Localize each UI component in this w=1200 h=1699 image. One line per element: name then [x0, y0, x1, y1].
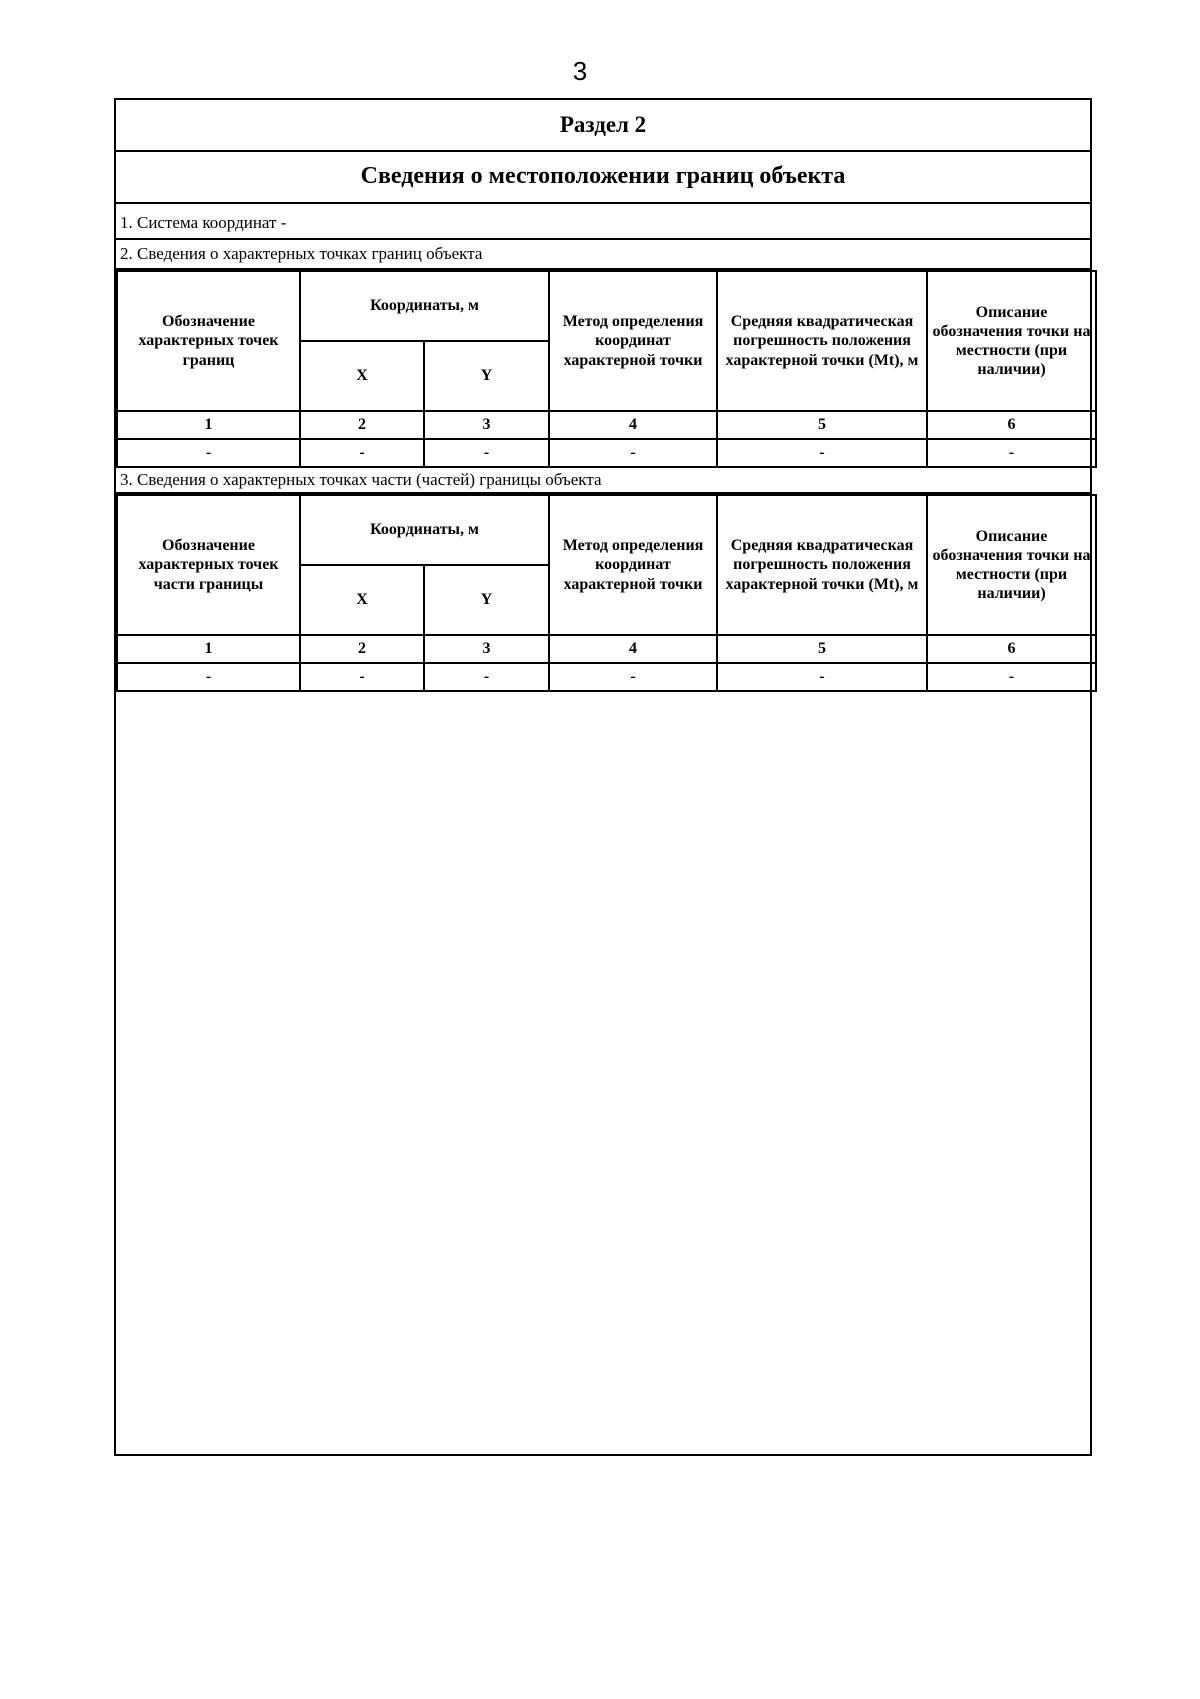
table1-number: 4	[549, 411, 717, 439]
page-number: 3	[572, 56, 588, 86]
table1-col-description: Описание обозначения точки на местности (при наличии)	[927, 271, 1096, 411]
section-title: Раздел 2	[116, 100, 1090, 152]
table1-cell: -	[717, 439, 927, 467]
table2-cell: -	[549, 663, 717, 691]
table1-row	[117, 439, 1096, 467]
table1-cell: -	[424, 439, 549, 467]
table1-caption: 2. Сведения о характерных точках границ объекта	[116, 240, 1090, 270]
table2-number: 6	[927, 635, 1096, 663]
table2-cell: -	[424, 663, 549, 691]
table1-cell: -	[549, 439, 717, 467]
table2-row	[117, 663, 1096, 691]
section-frame	[114, 98, 1092, 1456]
table1-number: 6	[927, 411, 1096, 439]
table2-number: 4	[549, 635, 717, 663]
part-boundary-points-table	[116, 494, 1097, 692]
table2-number: 3	[424, 635, 549, 663]
table2-col-error: Средняя квадратическая погрешность положения характерной точки (Mt), м	[717, 495, 927, 635]
table1-number: 1	[117, 411, 300, 439]
table2-cell: -	[300, 663, 424, 691]
boundary-points-table	[116, 270, 1097, 468]
table1-col-designation: Обозначение характерных точек границ	[117, 271, 300, 411]
table1-col-error: Средняя квадратическая погрешность положения характерной точки (Mt), м	[717, 271, 927, 411]
table2-col-coordinates: Координаты, м	[300, 495, 549, 565]
table2-cell: -	[117, 663, 300, 691]
table2-number: 2	[300, 635, 424, 663]
table1-cell: -	[927, 439, 1096, 467]
table1-number: 3	[424, 411, 549, 439]
table2-col-designation: Обозначение характерных точек части границы	[117, 495, 300, 635]
table1-col-method: Метод определения координат характерной точки	[549, 271, 717, 411]
table2-col-x: X	[300, 565, 424, 635]
table2-number-row	[117, 635, 1096, 663]
table1-number: 2	[300, 411, 424, 439]
table2-cell: -	[927, 663, 1096, 691]
table1-cell: -	[300, 439, 424, 467]
table2-caption: 3. Сведения о характерных точках части (частей) границы объекта	[116, 466, 1090, 494]
table1-number-row	[117, 411, 1096, 439]
table2-cell: -	[717, 663, 927, 691]
table1-col-y: Y	[424, 341, 549, 411]
table1-cell: -	[117, 439, 300, 467]
table2-col-method: Метод определения координат характерной точки	[549, 495, 717, 635]
table2-col-y: Y	[424, 565, 549, 635]
table1-col-coordinates: Координаты, м	[300, 271, 549, 341]
coordinate-system: 1. Система координат -	[116, 202, 1090, 240]
section-subtitle: Сведения о местоположении границ объекта	[116, 150, 1090, 204]
table1-number: 5	[717, 411, 927, 439]
table2-number: 5	[717, 635, 927, 663]
table2-col-description: Описание обозначения точки на местности (при наличии)	[927, 495, 1096, 635]
table1-col-x: X	[300, 341, 424, 411]
table2-number: 1	[117, 635, 300, 663]
